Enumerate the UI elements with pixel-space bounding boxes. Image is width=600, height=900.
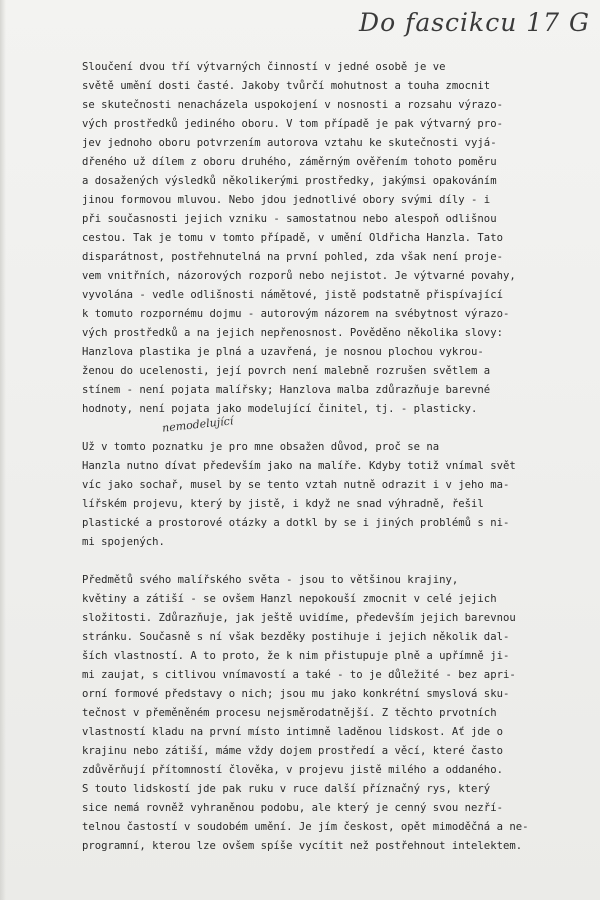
text-line: vem vnitřních, názorových rozporů nebo nejistot. Je výtvarné povahy, bbox=[82, 270, 516, 282]
text-line: Sloučení dvou tří výtvarných činností v jedné osobě je ve bbox=[82, 61, 446, 73]
text-line: vlastností kladu na první místo intimně laděnou lidskost. Ať jde o bbox=[82, 726, 503, 738]
text-line: telnou častostí v soudobém umění. Je jím českost, opět mimoděčná a ne- bbox=[82, 821, 529, 833]
text-line: S touto lidskostí jde pak ruku v ruce další příznačný rys, který bbox=[82, 783, 491, 795]
text-line: disparátnost, postřehnutelná na první pohled, zda však není proje- bbox=[82, 251, 503, 263]
text-line: sice nemá rovněž vyhraněnou podobu, ale který je cenný svou nezří- bbox=[82, 802, 503, 814]
text-line: vých prostředků jediného oboru. V tom případě je pak výtvarný pro- bbox=[82, 118, 503, 130]
text-line: víc jako sochař, musel by se tento vztah nutně odrazit i v jeho ma- bbox=[82, 479, 510, 491]
text-line: Hanzla nutno dívat především jako na malíře. Kdyby totiž vnímal svět bbox=[82, 460, 516, 472]
text-line: stránku. Současně s ní však bezděky postihuje i jejich několik dal- bbox=[82, 631, 510, 643]
handwritten-header-note: Do fascikcu 17 G bbox=[359, 8, 590, 37]
text-line: orní formové představy o nich; jsou mu jako konkrétní smyslová sku- bbox=[82, 688, 510, 700]
page-edge-shadow bbox=[0, 0, 6, 900]
text-line: jev jednoho oboru potvrzením autorova vztahu ke skutečnosti vyjá- bbox=[82, 137, 497, 149]
text-line: k tomuto rozpornému dojmu - autorovým názorem na svébytnost výrazo- bbox=[82, 308, 510, 320]
text-line: vyvolána - vedle odlišnosti námětové, jistě podstatně přispívající bbox=[82, 289, 503, 301]
text-line: jinou formovou mluvou. Nebo jdou jednotlivé obory svými díly - i bbox=[82, 194, 491, 206]
text-line: Hanzlova plastika je plná a uzavřená, je nosnou plochou vykrou- bbox=[82, 346, 484, 358]
text-line: dřeného už dílem z oboru druhého, záměrným ověřením tohoto poměru bbox=[82, 156, 497, 168]
text-line: stínem - není pojata malířsky; Hanzlova malba zdůrazňuje barevné bbox=[82, 384, 491, 396]
paragraph-gap bbox=[82, 419, 592, 438]
text-line: zdůvěrňují přítomností člověka, v projevu jistě milého a oddaného. bbox=[82, 764, 503, 776]
text-line: květiny a zátiší - se ovšem Hanzl nepokouší zmocnit v celé jejich bbox=[82, 593, 497, 605]
paragraph-gap bbox=[82, 552, 592, 571]
text-line: lířském projevu, který by jistě, i když ne snad výhradně, řešil bbox=[82, 498, 484, 510]
text-line: a dosažených výsledků několikerými prostředky, jakýmsi opakováním bbox=[82, 175, 497, 187]
text-line: mi zaujat, s citlivou vnímavostí a také - to je důležité - bez apri- bbox=[82, 669, 516, 681]
text-line: světě umění dosti časté. Jakoby tvůrčí mohutnost a touha zmocnit bbox=[82, 80, 491, 92]
text-line: Už v tomto poznatku je pro mne obsažen důvod, proč se na bbox=[82, 441, 440, 453]
typewritten-body bbox=[82, 58, 592, 856]
text-line: hodnoty, není pojata jako modelující činitel, tj. - plasticky. bbox=[82, 403, 478, 415]
text-line: složitosti. Zdůrazňuje, jak ještě uvidíme, především jejich barevnou bbox=[82, 612, 516, 624]
text-line: mi spojených. bbox=[82, 536, 165, 548]
text-line: ženou do ucelenosti, její povrch není malebně rozrušen světlem a bbox=[82, 365, 491, 377]
text-line: programní, kterou lze ovšem spíše vycítit než postřehnout intelektem. bbox=[82, 840, 523, 852]
text-line: ších vlastností. A to proto, že k nim přistupuje plně a upřímně ji- bbox=[82, 650, 510, 662]
text-line: se skutečnosti nenacházela uspokojení v nosnosti a rozsahu výrazo- bbox=[82, 99, 503, 111]
text-line: tečnost v přeměněném procesu nejsměrodatnější. Z těchto prvotních bbox=[82, 707, 497, 719]
text-line: při současnosti jejich vzniku - samostatnou nebo alespoň odlišnou bbox=[82, 213, 497, 225]
text-line: Předmětů svého malířského světa - jsou to většinou krajiny, bbox=[82, 574, 459, 586]
text-line: plastické a prostorové otázky a dotkl by se i jiných problémů s ni- bbox=[82, 517, 510, 529]
text-line: krajinu nebo zátiší, máme vždy dojem prostředí a věcí, které často bbox=[82, 745, 503, 757]
text-line: vých prostředků a na jejich nepřenosnost. Pověděno několika slovy: bbox=[82, 327, 503, 339]
handwritten-insertion: nemodelující bbox=[161, 414, 234, 435]
text-line: cestou. Tak je tomu v tomto případě, v umění Oldřicha Hanzla. Tato bbox=[82, 232, 503, 244]
